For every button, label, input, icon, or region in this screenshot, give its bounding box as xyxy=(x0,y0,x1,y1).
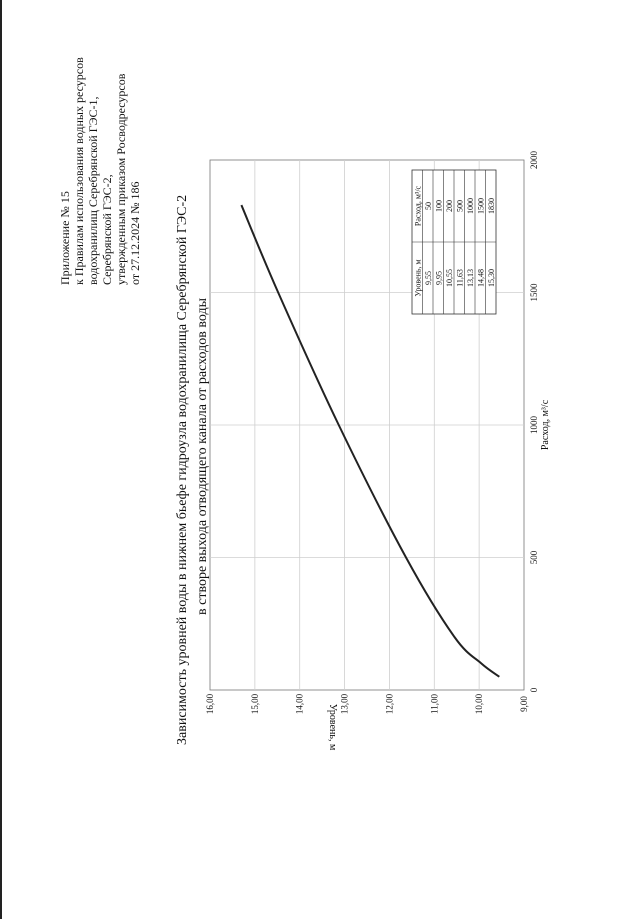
x-tick-label: 1500 xyxy=(529,283,539,302)
table-cell-level: 11,63 xyxy=(455,269,465,287)
y-tick-label: 10,00 xyxy=(474,693,485,715)
table-cell-flow: 1500 xyxy=(476,198,486,214)
y-tick-label: 13,00 xyxy=(339,693,350,715)
table-cell-flow: 50 xyxy=(423,202,433,210)
table-cell-flow: 100 xyxy=(434,200,444,212)
header-line-2: к Правилам использования водных ресурсов xyxy=(72,57,86,285)
x-tick-labels xyxy=(529,151,539,693)
header-line-4: Серебрянской ГЭС-2, xyxy=(100,174,114,285)
chart-plot xyxy=(205,151,551,751)
header-line-5: утвержденным приказом Росводресурсов xyxy=(114,73,128,285)
table-cell-level: 10,55 xyxy=(444,269,454,287)
x-tick-label: 1000 xyxy=(529,416,539,434)
table-cell-flow: 500 xyxy=(455,200,465,212)
header-line-1: Приложение № 15 xyxy=(58,191,72,285)
table-cell-level: 15,30 xyxy=(486,269,496,287)
data-table xyxy=(412,170,496,314)
y-tick-labels xyxy=(205,693,529,714)
table-cell-flow: 1830 xyxy=(486,198,496,214)
x-tick-label: 2000 xyxy=(529,151,539,169)
y-axis-label: Уровень, м xyxy=(327,703,338,751)
appendix-header xyxy=(58,57,142,285)
y-tick-label: 14,00 xyxy=(294,693,305,715)
y-tick-label: 11,00 xyxy=(429,694,440,714)
table-cell-flow: 1000 xyxy=(465,198,475,214)
y-tick-label: 12,00 xyxy=(384,693,395,715)
table-cell-level: 14,48 xyxy=(476,269,486,287)
chart-title: Зависимость уровней воды в нижнем бьефе гидроузла водохранилища Серебрянской ГЭС-2 xyxy=(175,194,190,745)
chart-subtitle: в створе выхода отводящего канала от расходов воды xyxy=(195,297,210,615)
table-header-level: Уровень, м xyxy=(413,259,423,297)
table-header-flow: Расход, м³/с xyxy=(413,185,423,227)
header-line-3: водохранилищ Серебрянской ГЭС-1, xyxy=(86,96,100,285)
x-tick-label: 500 xyxy=(529,550,539,565)
header-line-6: от 27.12.2024 № 186 xyxy=(128,181,142,285)
table-cell-level: 9,55 xyxy=(423,271,433,285)
table-cell-flow: 200 xyxy=(444,200,454,212)
scan-edge xyxy=(0,0,2,919)
x-tick-label: 0 xyxy=(529,687,539,693)
y-tick-label: 9,00 xyxy=(519,696,529,712)
table-cell-level: 13,13 xyxy=(465,269,475,287)
y-tick-label: 15,00 xyxy=(249,693,260,715)
y-tick-label: 16,00 xyxy=(205,693,215,715)
x-axis-label: Расход, м³/с xyxy=(540,399,551,451)
table-cell-level: 9,95 xyxy=(434,271,444,285)
